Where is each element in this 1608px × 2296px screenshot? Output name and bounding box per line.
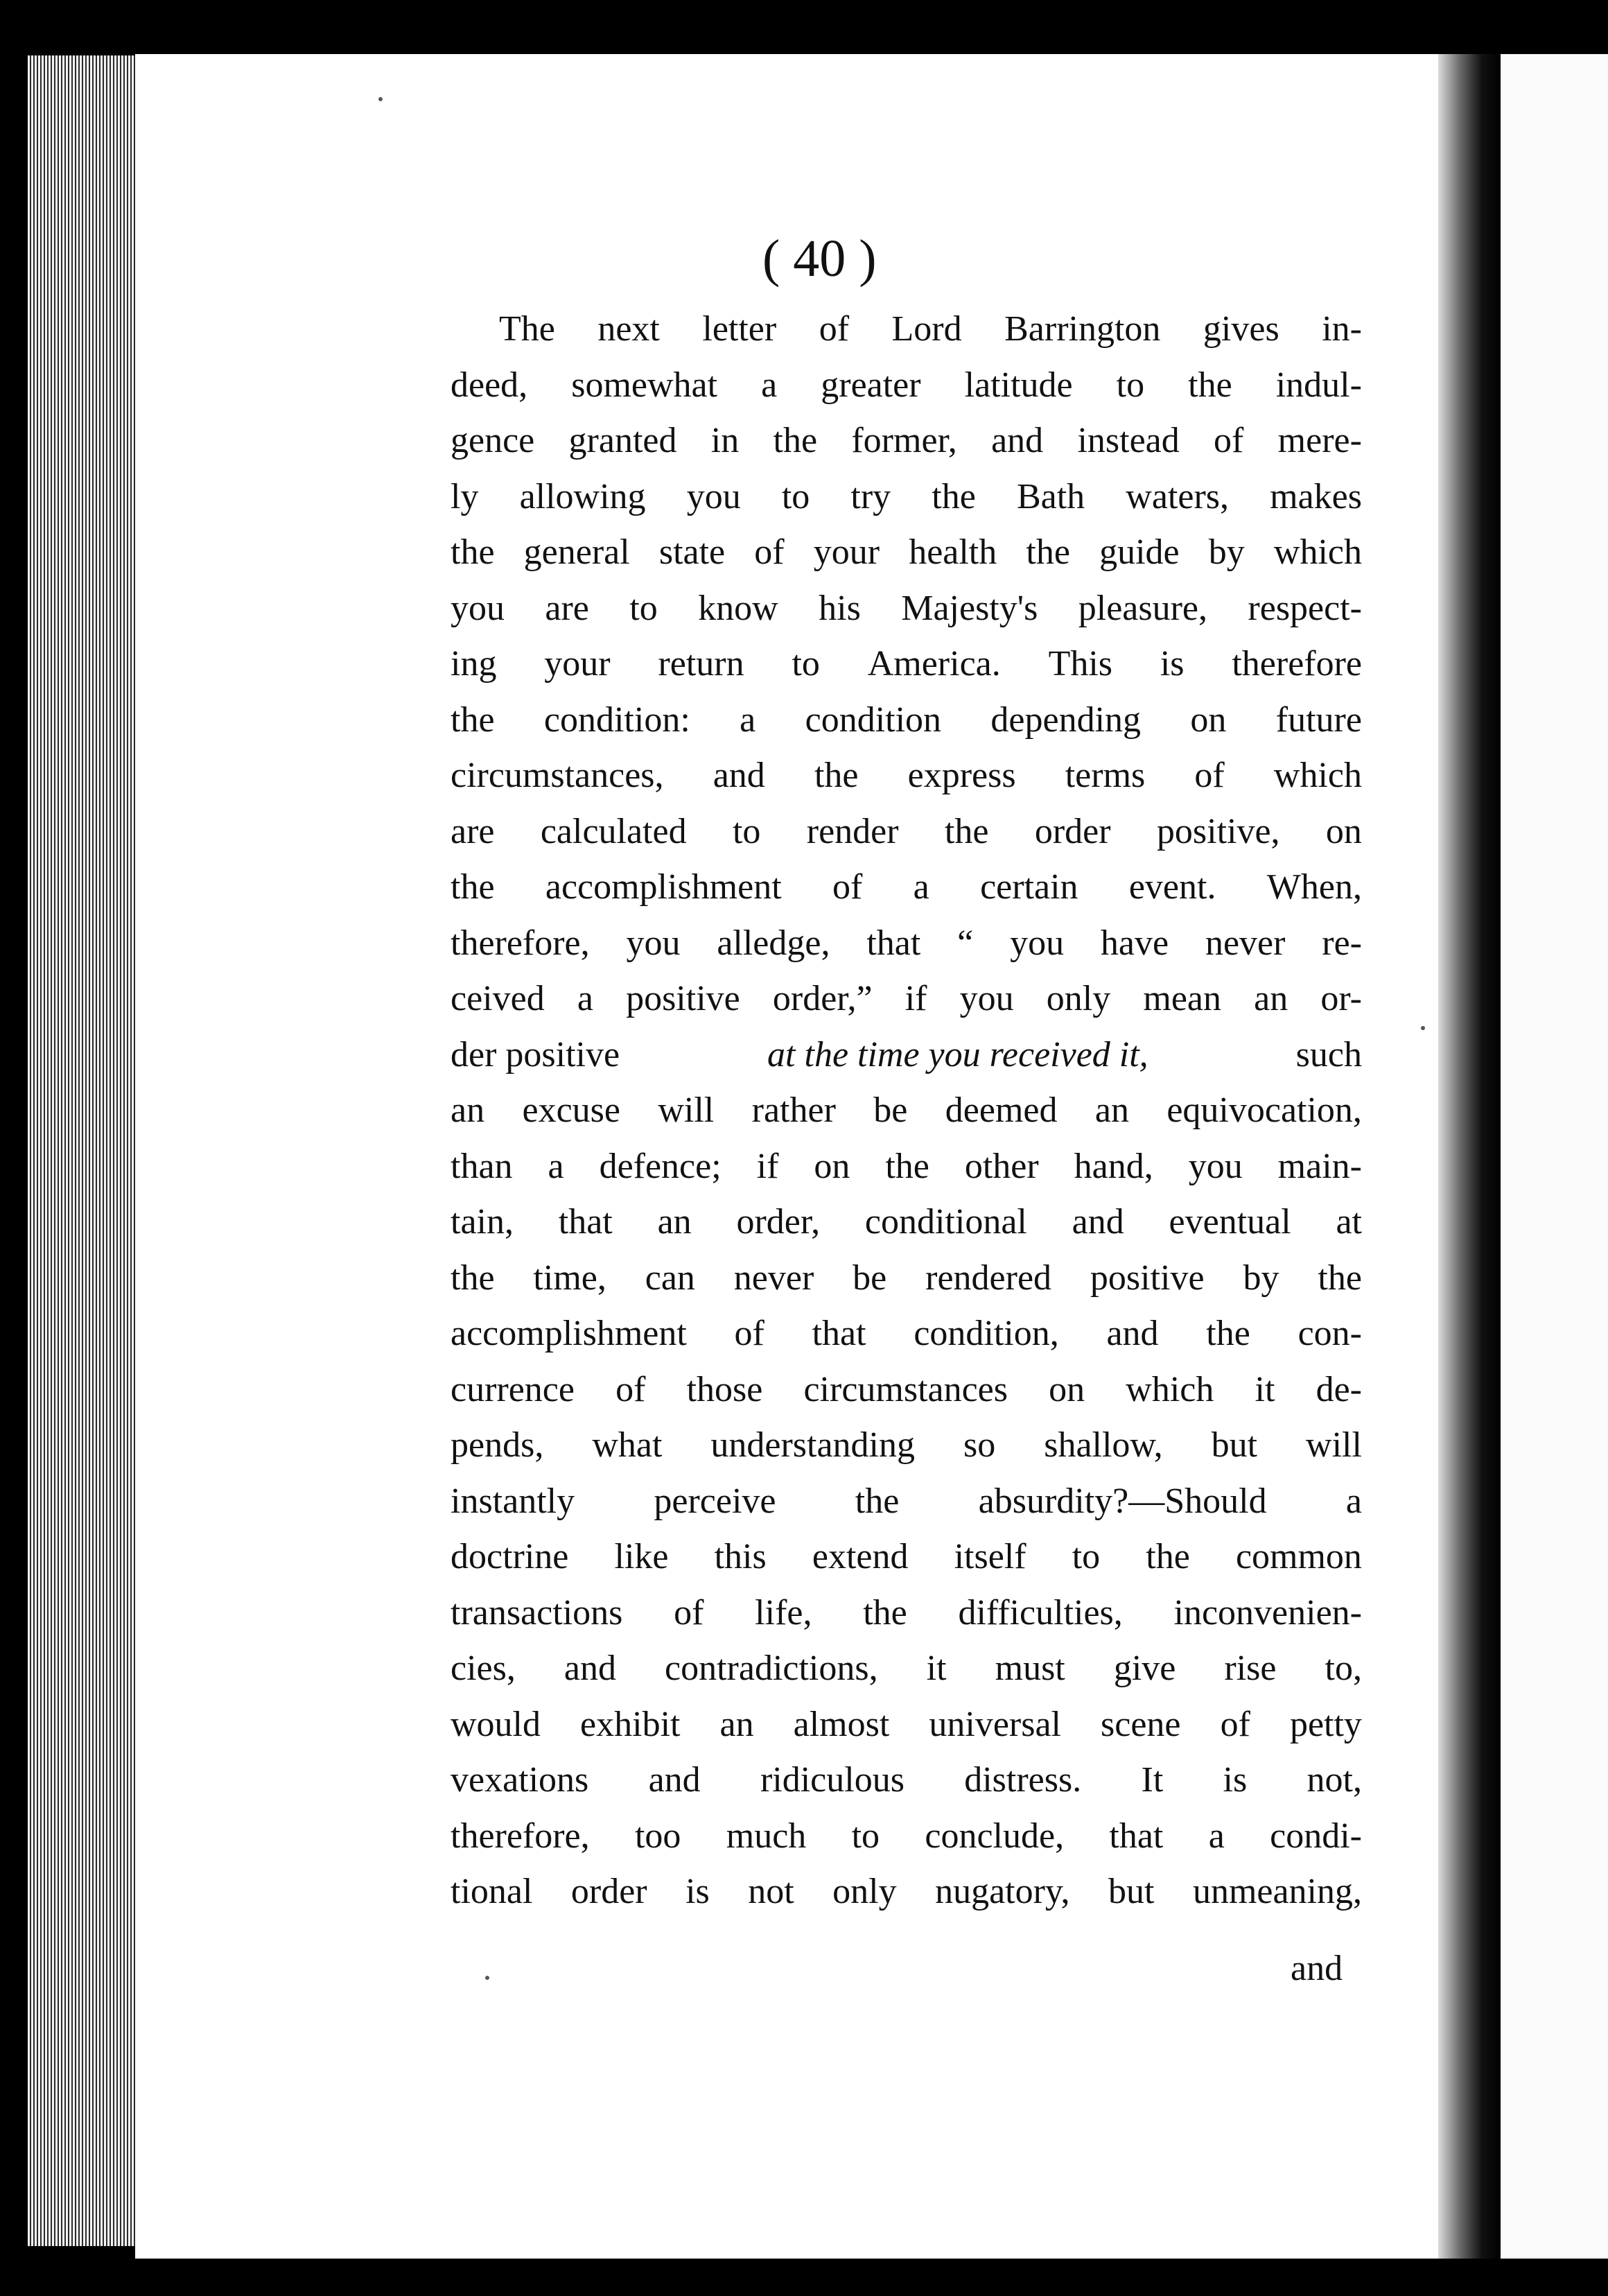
word: greater bbox=[821, 365, 921, 405]
word: of bbox=[1194, 756, 1225, 795]
line-text bbox=[451, 1704, 1362, 1745]
line-text bbox=[451, 1648, 1362, 1689]
word: to bbox=[1072, 1537, 1101, 1576]
word: the bbox=[1188, 365, 1232, 405]
word: an bbox=[451, 1090, 485, 1130]
word: is bbox=[1160, 644, 1185, 684]
word: accomplishment bbox=[451, 1314, 687, 1353]
word: deemed bbox=[945, 1090, 1058, 1130]
word: of bbox=[819, 309, 850, 349]
word: indul- bbox=[1275, 365, 1362, 405]
word: if bbox=[905, 979, 927, 1018]
word: perceive bbox=[654, 1481, 776, 1521]
word: by bbox=[1208, 532, 1245, 572]
word: condition, bbox=[914, 1314, 1059, 1353]
word: contradictions, bbox=[665, 1649, 878, 1688]
word: respect- bbox=[1248, 588, 1362, 628]
word: deed, bbox=[451, 365, 528, 405]
word: order bbox=[570, 1872, 647, 1911]
word: therefore, bbox=[451, 923, 590, 963]
line-text bbox=[451, 1369, 1362, 1410]
word: you bbox=[451, 588, 505, 628]
word: like bbox=[614, 1537, 669, 1576]
text-line bbox=[451, 1313, 1362, 1369]
word: shallow, bbox=[1044, 1425, 1163, 1465]
line-text bbox=[451, 476, 1362, 517]
text-line bbox=[451, 1592, 1362, 1649]
text-line bbox=[451, 588, 1362, 644]
word: pleasure, bbox=[1078, 588, 1208, 628]
word: event. bbox=[1128, 867, 1216, 907]
word: you bbox=[1188, 1146, 1243, 1186]
word: a bbox=[1208, 1816, 1225, 1856]
word: return bbox=[658, 644, 744, 684]
word: the bbox=[885, 1146, 929, 1186]
word: must bbox=[995, 1649, 1065, 1688]
word: and bbox=[1072, 1202, 1124, 1242]
word: order bbox=[1034, 811, 1111, 851]
word: It bbox=[1141, 1760, 1164, 1800]
word: condition: bbox=[543, 699, 690, 740]
word: instead bbox=[1077, 421, 1180, 460]
word: will bbox=[1306, 1425, 1362, 1465]
word: on bbox=[1325, 811, 1362, 851]
text-line bbox=[451, 1034, 1362, 1090]
word: the bbox=[855, 1481, 900, 1521]
text-line bbox=[451, 1816, 1362, 1872]
word: positive bbox=[626, 979, 740, 1018]
word: it bbox=[926, 1649, 947, 1688]
text-line bbox=[451, 1090, 1362, 1146]
word: and bbox=[991, 421, 1044, 460]
word: of bbox=[1214, 421, 1244, 460]
word: somewhat bbox=[571, 365, 718, 405]
word: you bbox=[686, 476, 741, 516]
word: your bbox=[544, 644, 611, 684]
line-text bbox=[451, 1592, 1362, 1633]
text-line bbox=[451, 365, 1362, 421]
word: extend bbox=[812, 1537, 909, 1576]
word: letter bbox=[702, 309, 777, 349]
word: to, bbox=[1325, 1649, 1362, 1688]
word: ly bbox=[451, 476, 479, 516]
word: rather bbox=[751, 1090, 836, 1130]
line-text bbox=[451, 643, 1362, 684]
word: doctrine bbox=[451, 1537, 569, 1576]
line-text bbox=[451, 978, 1362, 1019]
word: conditional bbox=[864, 1202, 1027, 1242]
word: render bbox=[806, 811, 899, 851]
line-text bbox=[451, 1258, 1362, 1298]
word: which bbox=[1273, 532, 1362, 572]
word: allowing bbox=[519, 476, 646, 516]
word: re- bbox=[1322, 923, 1362, 963]
word: distress. bbox=[964, 1760, 1082, 1800]
word: state bbox=[658, 532, 726, 572]
text-line bbox=[451, 420, 1362, 476]
word: that bbox=[866, 923, 921, 963]
word: circumstances bbox=[803, 1369, 1008, 1409]
word: ceived bbox=[451, 979, 545, 1018]
text-line bbox=[451, 1759, 1362, 1816]
word: and bbox=[1106, 1314, 1159, 1353]
line-text bbox=[499, 308, 1362, 349]
line-text bbox=[451, 532, 1362, 573]
line-text bbox=[451, 1536, 1362, 1577]
word: is bbox=[685, 1872, 710, 1911]
word: alledge, bbox=[717, 923, 830, 963]
word: be bbox=[873, 1090, 908, 1130]
word: what bbox=[592, 1425, 663, 1465]
word: waters, bbox=[1126, 476, 1229, 516]
line-text bbox=[451, 1313, 1362, 1354]
word: accomplishment bbox=[545, 867, 782, 907]
word: by bbox=[1243, 1258, 1279, 1298]
line-text: der positive bbox=[451, 1034, 620, 1075]
word: ing bbox=[451, 644, 497, 684]
word: it bbox=[1255, 1369, 1275, 1409]
word: calculated bbox=[540, 811, 687, 851]
word: much bbox=[726, 1816, 807, 1856]
word: Barrington bbox=[1004, 309, 1161, 349]
word: in- bbox=[1322, 309, 1362, 349]
text-line bbox=[451, 643, 1362, 699]
word: an bbox=[1094, 1090, 1129, 1130]
word: cies, bbox=[451, 1649, 516, 1688]
word: therefore, bbox=[451, 1816, 590, 1856]
word: a bbox=[913, 867, 929, 907]
word: common bbox=[1235, 1537, 1362, 1576]
word: have bbox=[1100, 923, 1169, 963]
line-text bbox=[451, 1871, 1362, 1912]
text-line bbox=[451, 1146, 1362, 1202]
word: can bbox=[645, 1258, 695, 1298]
word: you bbox=[626, 923, 681, 963]
word: but bbox=[1108, 1872, 1155, 1911]
line-text bbox=[451, 755, 1362, 796]
word: tional bbox=[451, 1872, 533, 1911]
word: ridiculous bbox=[760, 1760, 905, 1800]
word: pends, bbox=[451, 1425, 544, 1465]
word: conclude, bbox=[925, 1816, 1065, 1856]
word: and bbox=[713, 756, 765, 795]
word: universal bbox=[929, 1704, 1061, 1744]
word: of bbox=[754, 532, 785, 572]
word: be bbox=[853, 1258, 887, 1298]
text-line bbox=[451, 1481, 1362, 1537]
facing-page-edge bbox=[1501, 54, 1608, 2259]
word: eventual bbox=[1169, 1202, 1291, 1242]
word: understanding bbox=[710, 1425, 915, 1465]
word: your bbox=[813, 532, 880, 572]
word: the bbox=[863, 1592, 907, 1633]
word: in bbox=[710, 421, 740, 460]
word: condi- bbox=[1270, 1816, 1362, 1856]
word: only bbox=[1046, 979, 1111, 1018]
word: his bbox=[819, 588, 861, 628]
text-line bbox=[451, 811, 1362, 867]
text-line bbox=[451, 1258, 1362, 1314]
word: absurdity?—Should bbox=[978, 1481, 1267, 1521]
line-text bbox=[451, 1201, 1362, 1242]
word: future bbox=[1275, 699, 1362, 740]
text-line bbox=[451, 923, 1362, 979]
word: exhibit bbox=[580, 1704, 681, 1744]
text-line bbox=[451, 1369, 1362, 1425]
word: the bbox=[1146, 1537, 1190, 1576]
word: never bbox=[1205, 923, 1286, 963]
word: “ bbox=[957, 923, 974, 963]
word: con- bbox=[1297, 1314, 1362, 1353]
text-line bbox=[451, 867, 1362, 923]
word: of bbox=[615, 1369, 646, 1409]
word: currence bbox=[451, 1369, 575, 1409]
word: general bbox=[523, 532, 630, 572]
word: to bbox=[781, 476, 810, 516]
word: than bbox=[451, 1146, 513, 1186]
line-text bbox=[451, 1816, 1362, 1856]
word: de- bbox=[1316, 1369, 1362, 1409]
text-line bbox=[451, 532, 1362, 588]
word: the bbox=[451, 867, 495, 907]
line-text bbox=[451, 923, 1362, 964]
word: terms bbox=[1065, 756, 1146, 795]
word: guide bbox=[1099, 532, 1180, 572]
text-line bbox=[451, 308, 1362, 365]
text-line bbox=[451, 1704, 1362, 1760]
word: too bbox=[634, 1816, 681, 1856]
word: the bbox=[932, 476, 976, 516]
word: circumstances, bbox=[451, 756, 664, 795]
word: of bbox=[674, 1592, 704, 1633]
catchword: and bbox=[1291, 1949, 1343, 1988]
line-text bbox=[451, 420, 1362, 461]
word: a bbox=[740, 699, 756, 740]
word: the bbox=[944, 811, 989, 851]
word: Lord bbox=[891, 309, 962, 349]
word: the bbox=[451, 1258, 495, 1298]
word: defence; bbox=[599, 1146, 722, 1186]
word: transactions bbox=[451, 1592, 623, 1633]
word: the bbox=[773, 421, 818, 460]
line-text bbox=[451, 867, 1362, 907]
word: petty bbox=[1289, 1704, 1362, 1744]
word: to bbox=[732, 811, 761, 851]
text-line bbox=[451, 476, 1362, 532]
word: the bbox=[451, 532, 495, 572]
word: mere- bbox=[1277, 421, 1362, 460]
word: time, bbox=[533, 1258, 606, 1298]
word: that bbox=[1109, 1816, 1164, 1856]
word: and bbox=[563, 1649, 616, 1688]
text-line bbox=[451, 1201, 1362, 1258]
word: equivocation, bbox=[1166, 1090, 1362, 1130]
word: express bbox=[907, 756, 1016, 795]
word: an bbox=[719, 1704, 754, 1744]
word: to bbox=[629, 588, 658, 628]
line-text bbox=[451, 588, 1362, 629]
text-line bbox=[451, 1425, 1362, 1481]
word: condition bbox=[805, 699, 942, 740]
word: to bbox=[792, 644, 820, 684]
word: that bbox=[812, 1314, 866, 1353]
word: are bbox=[545, 588, 589, 628]
word: Bath bbox=[1016, 476, 1085, 516]
word: instantly bbox=[451, 1481, 575, 1521]
word: former, bbox=[851, 421, 957, 460]
word: those bbox=[686, 1369, 763, 1409]
line-text bbox=[451, 1425, 1362, 1466]
word: give bbox=[1113, 1649, 1176, 1688]
word: hand, bbox=[1074, 1146, 1153, 1186]
word: order, bbox=[736, 1202, 821, 1242]
word: tain, bbox=[451, 1202, 514, 1242]
word: itself bbox=[954, 1537, 1026, 1576]
word: therefore bbox=[1232, 644, 1362, 684]
word: gence bbox=[451, 421, 535, 460]
word: nugatory, bbox=[935, 1872, 1070, 1911]
line-text bbox=[451, 1146, 1362, 1187]
word: next bbox=[597, 309, 660, 349]
word: of bbox=[734, 1314, 764, 1353]
line-text bbox=[451, 811, 1362, 852]
word: would bbox=[451, 1704, 541, 1744]
word: the bbox=[814, 756, 859, 795]
word: which bbox=[1273, 756, 1362, 795]
word: will bbox=[658, 1090, 715, 1130]
word: scene bbox=[1101, 1704, 1181, 1744]
word: know bbox=[698, 588, 778, 628]
page-edges bbox=[28, 55, 149, 2246]
word: is bbox=[1223, 1760, 1248, 1800]
word: of bbox=[1220, 1704, 1250, 1744]
word: are bbox=[451, 811, 495, 851]
italic-text: at the time you received it, bbox=[767, 1034, 1148, 1075]
line-text bbox=[451, 1759, 1362, 1800]
word: rendered bbox=[925, 1258, 1052, 1298]
line-text bbox=[451, 699, 1362, 740]
text-line bbox=[451, 1648, 1362, 1704]
word: not bbox=[748, 1872, 794, 1911]
line-text: such bbox=[1295, 1034, 1362, 1075]
word: Majesty's bbox=[901, 588, 1038, 628]
word: but bbox=[1211, 1425, 1258, 1465]
word: this bbox=[714, 1537, 767, 1576]
word: and bbox=[648, 1760, 701, 1800]
word: an bbox=[1254, 979, 1288, 1018]
word: never bbox=[733, 1258, 814, 1298]
word: a bbox=[761, 365, 778, 405]
word: a bbox=[548, 1146, 564, 1186]
word: almost bbox=[793, 1704, 890, 1744]
word: certain bbox=[980, 867, 1078, 907]
word: positive bbox=[1090, 1258, 1205, 1298]
word: which bbox=[1126, 1369, 1214, 1409]
text-line bbox=[451, 1536, 1362, 1592]
word: you bbox=[959, 979, 1014, 1018]
word: if bbox=[756, 1146, 779, 1186]
word: only bbox=[832, 1872, 897, 1911]
text-line bbox=[451, 755, 1362, 811]
line-text bbox=[451, 365, 1362, 406]
line-text bbox=[451, 1090, 1362, 1131]
word: order,” bbox=[772, 979, 873, 1018]
word: health bbox=[909, 532, 997, 572]
word: difficulties, bbox=[958, 1592, 1123, 1633]
word: America. bbox=[867, 644, 1001, 684]
word: so bbox=[963, 1425, 996, 1465]
word: or- bbox=[1320, 979, 1362, 1018]
word: rise bbox=[1224, 1649, 1277, 1688]
word: The bbox=[499, 309, 555, 349]
word: unmeaning, bbox=[1192, 1872, 1362, 1911]
text-line bbox=[451, 699, 1362, 756]
word: mean bbox=[1143, 979, 1221, 1018]
word: depending bbox=[990, 699, 1142, 740]
word: inconvenien- bbox=[1173, 1592, 1362, 1633]
word: on bbox=[1190, 699, 1227, 740]
word: gives bbox=[1203, 309, 1279, 349]
word: that bbox=[558, 1202, 613, 1242]
word: vexations bbox=[451, 1760, 589, 1800]
word: to bbox=[851, 1816, 880, 1856]
word: a bbox=[1345, 1481, 1362, 1521]
word: granted bbox=[568, 421, 677, 460]
page-number: ( 40 ) bbox=[762, 229, 877, 288]
word: the bbox=[451, 699, 495, 740]
word: When, bbox=[1266, 867, 1362, 907]
body-text bbox=[451, 308, 1362, 1927]
word: makes bbox=[1270, 476, 1362, 516]
word: excuse bbox=[522, 1090, 620, 1130]
word: the bbox=[1026, 532, 1070, 572]
word: at bbox=[1336, 1202, 1362, 1242]
ink-speck bbox=[378, 97, 383, 101]
word: on bbox=[1049, 1369, 1085, 1409]
text-line bbox=[451, 978, 1362, 1034]
word: you bbox=[1010, 923, 1065, 963]
ink-speck bbox=[1421, 1026, 1425, 1030]
word: the bbox=[1206, 1314, 1250, 1353]
word: latitude bbox=[964, 365, 1073, 405]
word: not, bbox=[1306, 1760, 1362, 1800]
ink-speck bbox=[485, 1976, 489, 1980]
text-line bbox=[451, 1871, 1362, 1927]
word: the bbox=[1318, 1258, 1362, 1298]
word: other bbox=[964, 1146, 1039, 1186]
word: of bbox=[832, 867, 863, 907]
word: an bbox=[657, 1202, 692, 1242]
line-text bbox=[451, 1481, 1362, 1522]
word: This bbox=[1048, 644, 1113, 684]
word: try bbox=[850, 476, 891, 516]
word: to bbox=[1116, 365, 1145, 405]
gutter-shadow bbox=[1438, 54, 1501, 2259]
word: main- bbox=[1277, 1146, 1362, 1186]
word: positive, bbox=[1156, 811, 1280, 851]
word: life, bbox=[755, 1592, 812, 1633]
word: a bbox=[577, 979, 593, 1018]
word: on bbox=[814, 1146, 850, 1186]
